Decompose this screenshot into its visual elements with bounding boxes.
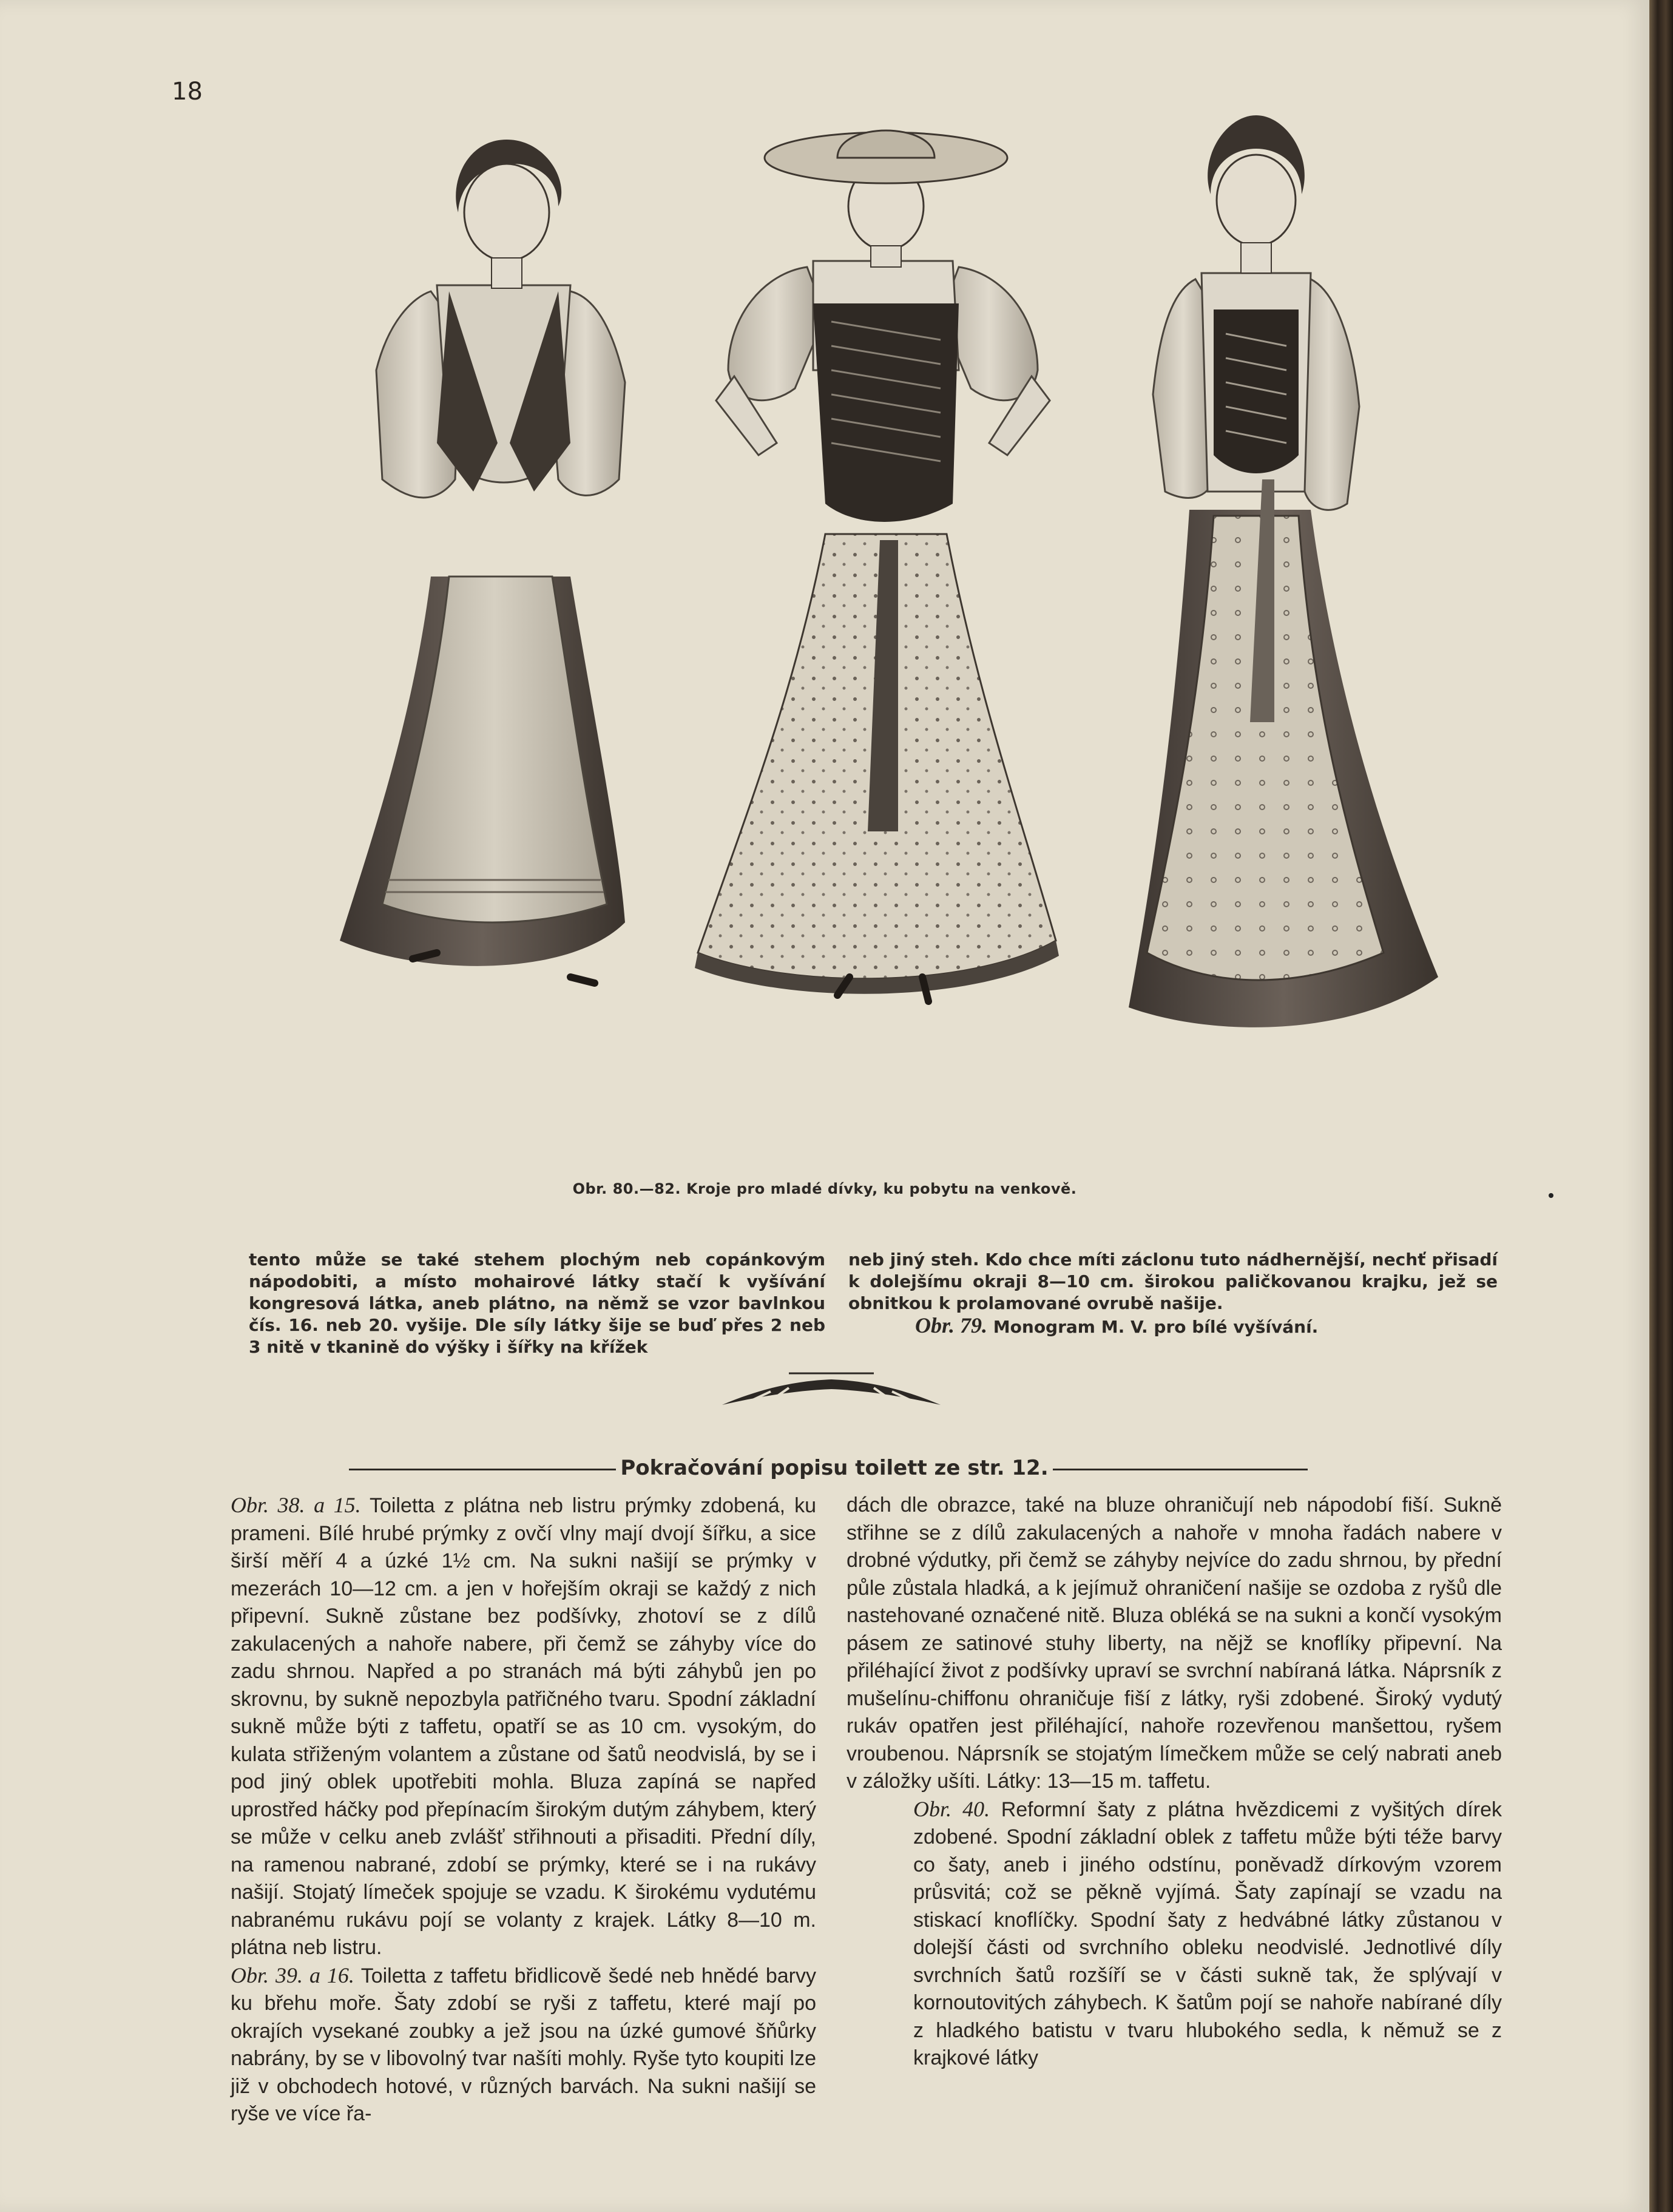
section-heading-row xyxy=(349,1453,1308,1484)
figure-left xyxy=(340,140,625,983)
right-p2-ref: Obr. 40. xyxy=(913,1796,990,1821)
book-spine-edge xyxy=(1649,0,1673,2212)
page-speck xyxy=(1549,1193,1553,1198)
top-right-block xyxy=(848,1249,1498,1338)
right-p2-text: Reformní šaty z plátna hvězdicemi z vyšitých dírek zdobené. Spodní základní oblek z taffetu může býti téže barvy co šaty, aneb i jiného odstínu, poněvadž dírkovým vzorem průsvitá; což se pěkně vyjímá. Šaty zapínají se vzadu na stiskací knoflíčky. Spodní šaty z hedvábné látky zůstanou v dolejší části od svrchního obleku neodvislé. Jednotlivé díly svrchních šatů rozšíří se v části sukně tak, že splývají v kornoutovitých záhybech. K šatům pojí se nahoře nabírané díly z hladkého batistu v tvaru hlubokého sedla, k němuž se z krajkové látky xyxy=(913,1798,1502,2069)
left-p2-ref: Obr. 39. a 16. xyxy=(231,1963,354,1987)
heading-rule-left xyxy=(349,1469,616,1470)
left-p1-ref: Obr. 38. a 15. xyxy=(231,1493,361,1517)
left-p2-text: Toiletta z taffetu břidlicově šedé neb hnědé barvy ku břehu moře. Šaty zdobí se ryši z taffetu, které mají po okrajích vysekané zoubky a jež jsou na úzké gumové šňůrky nabrány, by se v libovolný tvar našíti mohly. Ryše tyto koupiti lze již v obchodech hotové, v různých barvách. Na sukni našijí se ryše ve více řa- xyxy=(231,1964,816,2125)
monogram-line xyxy=(848,1314,1498,1338)
left-p1-text: Toiletta z plátna neb listru prýmky zdobená, ku prameni. Bílé hrubé prýmky z ovčí vlny mají dvojí šířku, a sice širší měří 4 a úzké 1½ cm. Na sukni našijí se prýmky v mezerách 10—12 cm. a jen v hořejším okraji se každý z nich připevní. Sukně zůstane bez podšívky, zhotoví se z dílů zakulacených a nahoře nabere, při čemž se záhyby více do zadu shrnou. Napřed a po stranách má býti záhybů jen po skrovnu, by sukně nepozbyla patřičného tvaru. Spodní základní sukně může býti z taffetu, opatří se as 10 cm. vysokým, do kulata střiženým volantem a zůstane od šatů neodvislá, by se i pod jiný oblek upotřebiti mohla. Bluza zapíná se napřed uprostřed háčky pod přepínacím širokým dutým záhybem, který se může v celku aneb zvlášť střihnouti a přisaditi. Přední díly, na ramenou nabrané, zdobí se prýmky, které se i na rukávy našijí. Stojatý límeček spojuje se vzadu. K širokému vydutému nabranému rukávu pojí se volanty z krajek. Látky 8—10 m. plátna neb listru. xyxy=(231,1494,816,1959)
monogram-text: Monogram M. V. pro bílé vyšívání. xyxy=(993,1317,1319,1337)
figure-right xyxy=(1129,115,1438,1027)
fashion-illustration xyxy=(231,115,1517,1147)
left-paragraph-2 xyxy=(164,1962,816,2128)
monogram-ref: Obr. 79. xyxy=(915,1313,988,1338)
figure-center xyxy=(695,130,1059,1001)
right-paragraph-2 xyxy=(847,1796,1502,2072)
right-column xyxy=(847,1492,1502,2072)
section-heading: Pokračování popisu toilett ze str. 12. xyxy=(620,1456,1049,1480)
right-paragraph-1: dách dle obrazce, také na bluze ohraničují neb nápodobí fiší. Sukně střihne se z dílů zakulacených a nahoře v mnoha řadách nabere v drobné výdutky, při čemž se záhyby nejvíce do zadu shrnou, by přední půle zůstala hladká, a k jejímuž ohraničení našije se ozdoba z ryšů dle nastehované označené nitě. Bluza obléká se na sukni a končí vysokým pásem ze satinové stuhy liberty, na nějž se knoflíky připevní. Na přiléhající život z podšívky upraví se svrchní nabíraná látka. Náprsník z mušelínu-chiffonu ohraničuje fiší z látky, ryši zdobené. Široký vydutý rukáv opatřen jest přiléhající, nahoře rozevřenou manšettou, ryšem vroubenou. Náprsník se stojatým límečkem může se celý nabrati aneb v záložky ušíti. Látky: 13—15 m. taffetu. xyxy=(847,1493,1502,1793)
decorative-ornament xyxy=(716,1368,947,1411)
left-paragraph-1 xyxy=(164,1492,816,1962)
heading-rule-right xyxy=(1053,1469,1308,1470)
figure-caption: Obr. 80.—82. Kroje pro mladé dívky, ku pobytu na venkově. xyxy=(572,1180,1077,1197)
top-left-text: tento může se také stehem plochým neb copánkovým nápodobiti, a místo mohairové látky stačí k vyšívání kongresová látka, aneb plátno, na němž se vzor bavlnkou čís. 16. neb 20. vyšije. Dle síly látky šije se buď přes 2 neb 3 nitě v tkanině do výšky i šířky na křížek xyxy=(249,1250,825,1357)
page-number: 18 xyxy=(172,78,203,106)
left-column xyxy=(164,1492,816,2128)
top-right-text: neb jiný steh. Kdo chce míti záclonu tuto nádhernější, nechť přisadí k dolejšímu okraji 8—10 cm. širokou paličkovanou krajku, jež se obnitkou k prolamované ovrubě našije. xyxy=(848,1250,1498,1313)
